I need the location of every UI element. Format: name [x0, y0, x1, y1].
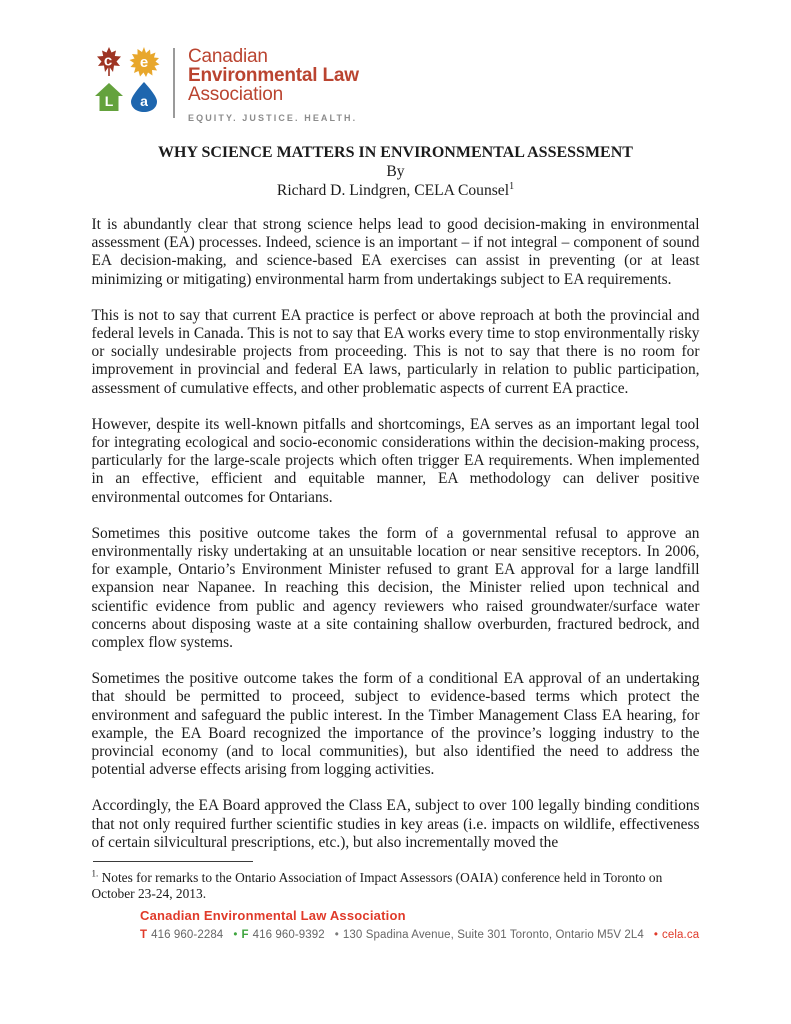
- tile-letter-L: L: [104, 93, 114, 109]
- cela-logo: [0, 0, 791, 128]
- page-title: WHY SCIENCE MATTERS IN ENVIRONMENTAL ASSESSMENT: [158, 144, 633, 161]
- footnote-text: Notes for remarks to the Ontario Association of Impact Assessors (OAIA) conference held in Toronto on October 23-24, 2013.: [91, 870, 663, 902]
- bullet-separator-1: •: [233, 929, 238, 942]
- footnote-marker: 1.: [91, 868, 99, 879]
- fax-label: F: [241, 929, 249, 942]
- body-paragraph-6: Accordingly, the EA Board approved the Class EA, subject to over 100 legally binding conditions that not only required further scientific studies in key areas (i.e. impacts on wildlife, effectiveness of certain silvicultural prescriptions, etc.), but also incrementally moved the: [91, 797, 700, 851]
- drop-icon: [128, 81, 160, 113]
- maple-leaf-icon: [93, 46, 125, 78]
- body-paragraph-2: This is not to say that current EA practice is perfect or above reproach at both the provincial and federal levels in Canada. This is not to say that EA works every time to stop environmentally risky or socially undesirable projects from proceeding. This is not to say that there is no room for improvement in provincial and federal EA laws, particularly in relation to public participation, assessment of cumulative effects, and other problematic aspects of current EA practice.: [91, 306, 700, 397]
- wordmark-line-1: Canadian: [188, 46, 268, 67]
- tile-letter-a: a: [140, 93, 148, 109]
- house-icon: [93, 81, 125, 113]
- footnote-ref: 1: [509, 180, 515, 192]
- footnote: [92, 870, 700, 902]
- bullet-separator-2: •: [334, 929, 339, 942]
- byline-author: [0, 181, 791, 200]
- title-block: [0, 143, 791, 200]
- body-paragraph-3: However, despite its well-known pitfalls and shortcomings, EA serves as an important legal tool for integrating ecological and socio-economic considerations within the decision-making process, particularly for the large-scale projects which often trigger EA requirements. When implemented in an effective, efficient and equitable manner, EA methodology can deliver positive environmental outcomes for Ontarians.: [91, 415, 700, 506]
- sun-icon: [128, 46, 160, 78]
- tile-letter-c: c: [103, 52, 113, 70]
- footnote-rule: [93, 861, 253, 862]
- body-paragraph-1: It is abundantly clear that strong science helps lead to good decision-making in environmental assessment (EA) processes. Indeed, science is an important – if not integral – component of sound EA decision-making, and science-based EA exercises can assist in preventing (or at least minimizing or mitigating) environmental harm from undertakings subject to EA requirements.: [91, 216, 700, 288]
- logo-divider: [173, 48, 175, 118]
- footer-contact-line: [140, 929, 791, 941]
- footer-org-name: Canadian Environmental Law Association: [140, 908, 406, 924]
- wordmark-line-2: Environmental Law: [188, 65, 359, 86]
- logo-tile-grid: [93, 46, 160, 113]
- byline-by: By: [386, 163, 405, 180]
- bullet-separator-3: •: [653, 929, 659, 942]
- phone-number: 416 960-2284: [151, 929, 224, 942]
- website-link[interactable]: cela.ca: [662, 929, 700, 942]
- byline-author-text: Richard D. Lindgren, CELA Counsel: [276, 182, 510, 199]
- tile-letter-e: e: [139, 54, 149, 71]
- logo-wordmark: [188, 46, 359, 128]
- street-address: 130 Spadina Avenue, Suite 301 Toronto, Ontario M5V 2L4: [342, 929, 644, 942]
- phone-label: T: [140, 929, 148, 942]
- wordmark-line-3: Association: [188, 84, 283, 105]
- body-paragraph-4: Sometimes this positive outcome takes the form of a governmental refusal to approve an environmentally risky undertaking at an unsuitable location or near sensitive receptors. In 2006, for example, Ontario’s Environment Minister refused to grant EA approval for a large landfill expansion near Napanee. In reaching this decision, the Minister relied upon technical and scientific evidence from public and agency reviewers who raised groundwater/surface water concerns about disposing waste at a site containing shallow overburden, fractured bedrock, and complex flow systems.: [91, 524, 700, 652]
- page-footer: [140, 908, 791, 941]
- body-paragraph-5: Sometimes the positive outcome takes the form of a conditional EA approval of an undertaking that should be permitted to proceed, subject to evidence-based terms which protect the environment and safeguard the public interest. In the Timber Management Class EA hearing, for example, the EA Board recognized the importance of the province’s logging industry to the provincial economy (and to local communities), but also identified the need to address the potential adverse effects arising from logging activities.: [91, 670, 700, 779]
- logo-tagline: EQUITY. JUSTICE. HEALTH.: [188, 113, 358, 123]
- fax-number: 416 960-9392: [252, 929, 325, 942]
- document-body: [92, 216, 700, 852]
